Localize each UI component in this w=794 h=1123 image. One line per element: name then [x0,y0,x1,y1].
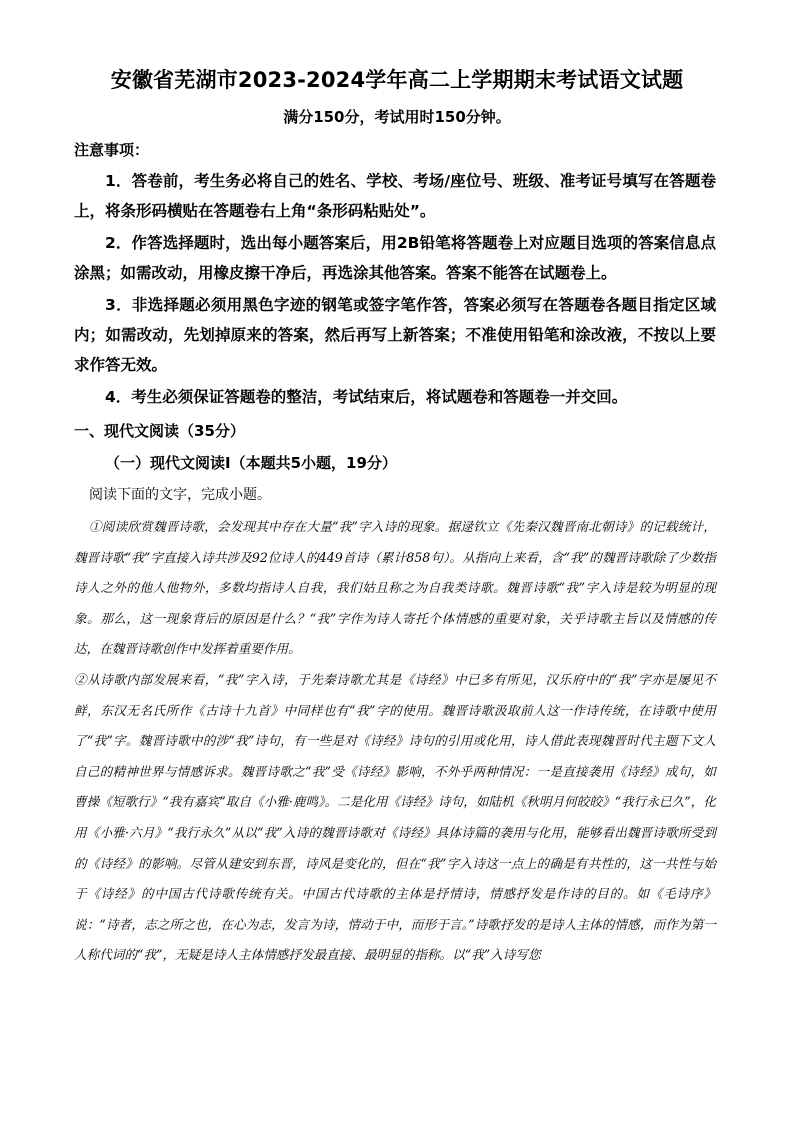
reading-instruction: 阅读下面的文字，完成小题。 [89,487,271,503]
notes-list [74,166,716,414]
passage-paragraph: ②从诗歌内部发展来看，“我”字入诗，于先秦诗歌尤其是《诗经》中已多有所见，汉乐府中的“我”字亦是屡见不鲜，东汉无名氏所作《古诗十九首》中同样也有“我”字的使用。魏晋诗歌汲取前人这一作诗传统，在诗歌中使用了“我”字。魏晋诗歌中的涉“我”诗句，有一些是对《诗经》诗句的引用或化用，诗人借此表现魏晋时代主题下文人自己的精神世界与情感诉求。魏晋诗歌之“我”受《诗经》影响，不外乎两种情况：一是直接袭用《诗经》成句，如曹操《短歌行》“我有嘉宾”取自《小雅·鹿鸣》。二是化用《诗经》诗句，如陆机《秋明月何皎皎》“我行永已久”，化用《小雅·六月》“我行永久”从以“我”入诗的魏晋诗歌对《诗经》具体诗篇的袭用与化用，能够看出魏晋诗歌所受到的《诗经》的影响。尽管从建安到东晋，诗风是变化的，但在“我”字入诗这一点上的确是有共性的，这一共性与始于《诗经》的中国古代诗歌传统有关。中国古代诗歌的主体是抒情诗，情感抒发是作诗的目的。如《毛诗序》说：“诗者，志之所之也，在心为志，发言为诗，情动于中，而形于言。”诗歌抒发的是诗人主体的情感，而作为第一人称代词的“我”，无疑是诗人主体情感抒发最直接、最明显的指称。以“我”入诗写您 [74,671,716,963]
passage-paragraph: ①阅读欣赏魏晋诗歌，会发现其中存在大量“我”字入诗的现象。据逯钦立《先秦汉魏晋南北朝诗》的记载统计，魏晋诗歌“我”字直接入诗共涉及92位诗人的449首诗（累计858句）。从指向上来看，含“我”的魏晋诗歌除了少数指诗人之外的他人他物外，多数均指诗人自我，我们姑且称之为自我类诗歌。魏晋诗歌“我”字入诗是较为明显的现象。那么，这一现象背后的原因是什么？“我”字作为诗人寄托个体情感的重要对象，关乎诗歌主旨以及情感的传达，在魏晋诗歌创作中发挥着重要作用。 [74,519,716,657]
note-item: 3．非选择题必须用黑色字迹的钢笔或签字笔作答，答案必须写在答题卷各题目指定区域内；如需改动，先划掉原来的答案，然后再写上新答案；不准使用铅笔和涂改液，不按以上要求作答无效。 [74,296,716,374]
subsection-heading: （一）现代文阅读Ⅰ（本题共5小题，19分） [105,454,397,472]
page-subtitle: 满分150分，考试用时150分钟。 [283,108,511,126]
note-item: 2．作答选择题时，选出每小题答案后，用2B铅笔将答题卷上对应题目选项的答案信息点涂黑；如需改动，用橡皮擦干净后，再选涂其他答案。答案不能答在试题卷上。 [74,234,716,282]
note-item: 1．答卷前，考生务必将自己的姓名、学校、考场/座位号、班级、准考证号填写在答题卷上，将条形码横贴在答题卷右上角“条形码粘贴处”。 [74,172,716,220]
page-title: 安徽省芜湖市2023-2024学年高二上学期期末考试语文试题 [110,68,684,92]
notes-heading: 注意事项： [74,141,150,159]
section-heading: 一、现代文阅读（35分） [74,422,245,440]
reading-passage [74,512,716,971]
note-item: 4．考生必须保证答题卷的整洁，考试结束后，将试题卷和答题卷一并交回。 [105,388,628,406]
